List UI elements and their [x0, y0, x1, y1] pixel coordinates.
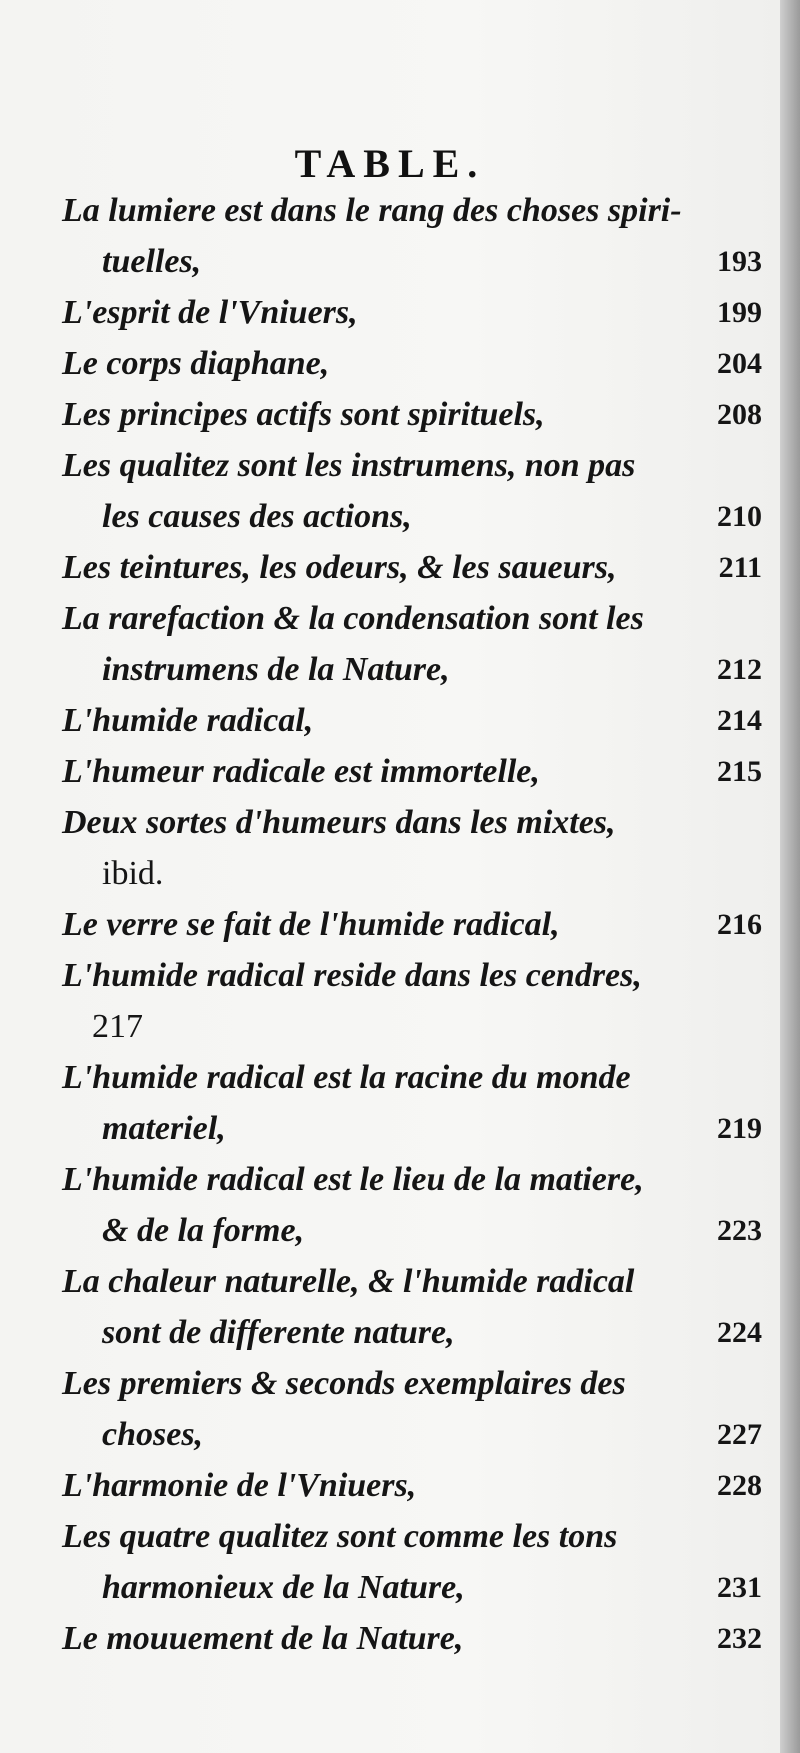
toc-page-number: 208 [717, 398, 762, 431]
toc-entry-line [62, 593, 762, 644]
toc-entry-line [62, 746, 762, 797]
toc-entry-text: choses, [102, 1416, 204, 1453]
toc-entry-text: L'humeur radicale est immortelle, [62, 753, 540, 790]
toc-entry-text: 217 [92, 1008, 143, 1045]
toc-page-number: 211 [718, 551, 762, 584]
toc-page-number: 231 [717, 1571, 762, 1604]
toc-entry-text: Les quatre qualitez sont comme les tons [62, 1518, 618, 1555]
toc-page-number: 227 [717, 1418, 762, 1451]
toc-entry-text: harmonieux de la Nature, [102, 1569, 465, 1606]
toc-entry-line [62, 389, 762, 440]
toc-entry-text: Le verre se fait de l'humide radical, [62, 906, 560, 943]
page-edge [780, 0, 800, 1753]
toc-entry-text: L'esprit de l'Vniuers, [62, 294, 358, 331]
toc-entry-line [62, 1358, 762, 1409]
toc-entry-text: tuelles, [102, 243, 202, 280]
toc-entry-text: Les premiers & seconds exemplaires des [62, 1365, 626, 1402]
toc-entry-text: La rarefaction & la condensation sont les [62, 600, 644, 637]
toc-entry-text: Les principes actifs sont spirituels, [62, 396, 545, 433]
toc-entry-text: instrumens de la Nature, [102, 651, 450, 688]
toc-entry-line [62, 1001, 762, 1052]
toc-entry-line [62, 1562, 762, 1613]
toc-entry-text: les causes des actions, [102, 498, 412, 535]
toc-page-number: 219 [717, 1112, 762, 1145]
toc-entry-line [62, 1409, 762, 1460]
toc-page-number: 232 [717, 1622, 762, 1655]
toc-page-number: 228 [717, 1469, 762, 1502]
toc-entry-line [62, 1460, 762, 1511]
toc-page-number: 193 [717, 245, 762, 278]
toc-page-number: 199 [717, 296, 762, 329]
toc-entry-line [62, 695, 762, 746]
toc-entry-text: L'humide radical est la racine du monde [62, 1059, 631, 1096]
toc-entry-text: Le corps diaphane, [62, 345, 330, 382]
toc-entry-line [62, 1256, 762, 1307]
toc-entry-line [62, 950, 762, 1001]
toc-page-number: 204 [717, 347, 762, 380]
toc-entry-text: L'humide radical, [62, 702, 314, 739]
toc-entry-text: Les teintures, les odeurs, & les saueurs, [62, 549, 617, 586]
toc-entry-line [62, 236, 762, 287]
toc-entry-line [62, 1205, 762, 1256]
toc-entry-line [62, 1511, 762, 1562]
toc-entry-line [62, 542, 762, 593]
toc-page-number: 216 [717, 908, 762, 941]
toc-entry-line [62, 644, 762, 695]
toc-page-number: 210 [717, 500, 762, 533]
toc-entry-line [62, 287, 762, 338]
toc-entry-line [62, 185, 762, 236]
toc-entry-line [62, 797, 762, 848]
toc-entry-line [62, 1052, 762, 1103]
toc-entry-text: La chaleur naturelle, & l'humide radical [62, 1263, 635, 1300]
toc-entry-text: ibid. [102, 855, 164, 892]
toc-entry-text: L'humide radical est le lieu de la matiere, [62, 1161, 644, 1198]
toc-entry-text: La lumiere est dans le rang des choses spiri- [62, 192, 682, 229]
table-of-contents [62, 185, 762, 1664]
toc-page-number: 223 [717, 1214, 762, 1247]
toc-entry-text: & de la forme, [102, 1212, 305, 1249]
toc-entry-line [62, 899, 762, 950]
toc-entry-line [62, 440, 762, 491]
toc-page-number: 214 [717, 704, 762, 737]
toc-entry-line [62, 491, 762, 542]
toc-entry-text: Deux sortes d'humeurs dans les mixtes, [62, 804, 616, 841]
toc-entry-text: materiel, [102, 1110, 226, 1147]
toc-page-number: 224 [717, 1316, 762, 1349]
toc-entry-line [62, 1307, 762, 1358]
toc-entry-line [62, 1613, 762, 1664]
toc-page-number: 212 [717, 653, 762, 686]
toc-entry-text: Les qualitez sont les instrumens, non pas [62, 447, 636, 484]
toc-entry-text: L'harmonie de l'Vniuers, [62, 1467, 417, 1504]
toc-entry-line [62, 1103, 762, 1154]
toc-page-number: 215 [717, 755, 762, 788]
page-title: TABLE. [294, 141, 486, 186]
toc-entry-text: Le mouuement de la Nature, [62, 1620, 464, 1657]
toc-entry-line [62, 1154, 762, 1205]
toc-entry-text: L'humide radical reside dans les cendres, [62, 957, 642, 994]
toc-entry-line [62, 338, 762, 389]
toc-entry-text: sont de differente nature, [102, 1314, 455, 1351]
toc-entry-line [62, 848, 762, 899]
